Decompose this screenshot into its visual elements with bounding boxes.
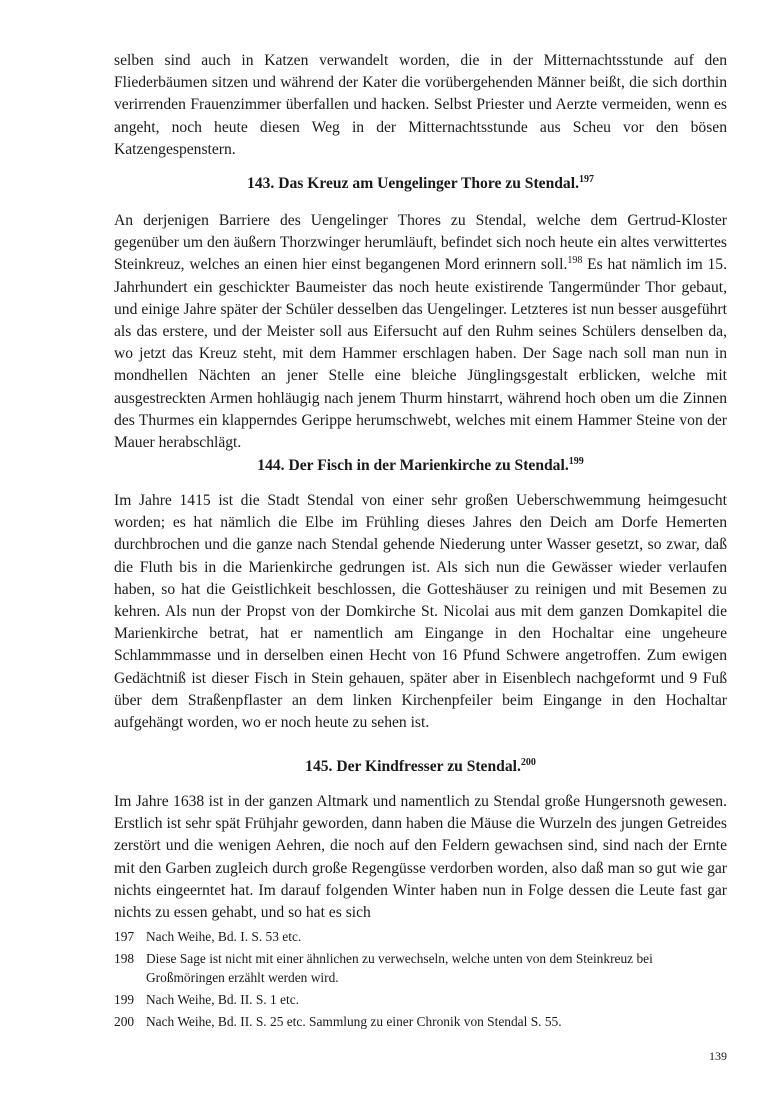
footnote-ref[interactable]: 198 xyxy=(567,255,583,267)
footnote-item xyxy=(114,990,727,1009)
section-text: Es hat nämlich im 15. Jahrhundert ein geschickter Baumeister das noch heute existirende Tangermünder Thor gebaut, und einige Jahre später der Schüler desselben das Uengelinger. Letzteres ist nun besser ausgeführt als das erstere, und der Meister soll aus Eifersucht auf den Ruhm seines Schülers denselben da, wo jetzt das Kreuz steht, mit dem Hammer erschlagen haben. Der Sage nach soll man nun in mondhellen Nächten an jener Stelle eine bleiche Jünglingsgestalt erblicken, welche mit ausgestreckten Armen hohläugig nach jenem Thurm hinstarrt, während hoch oben um die Zinnen des Thurmes ein klapperndes Gerippe herumschwebt, welches mit einem Hammer Steine von der Mauer herabschlägt. xyxy=(114,256,727,452)
footnote-text: Nach Weihe, Bd. II. S. 25 etc. Sammlung zu einer Chronik von Stendal S. 55. xyxy=(146,1014,562,1029)
footnotes xyxy=(114,927,727,1034)
footnote-item xyxy=(114,1012,727,1031)
section-text: An derjenigen Barriere des Uengelinger Thores zu Stendal, welche dem Gertrud-Kloster gegenüber um den äußern Thorzwinger herumläuft, befindet sich noch heute ein altes verwittertes Steinkreuz, welches an einen hier einst begangenen Mord erinnern soll. xyxy=(114,212,727,274)
section-heading-144 xyxy=(114,455,727,477)
section-title: 144. Der Fisch in der Marienkirche zu Stendal. xyxy=(257,457,569,474)
footnote-ref[interactable]: 197 xyxy=(578,173,594,185)
footnote-number: 199 xyxy=(114,992,135,1007)
section-heading-143 xyxy=(114,173,727,195)
footnote-text: Nach Weihe, Bd. II. S. 1 etc. xyxy=(146,992,299,1007)
footnote-ref[interactable]: 199 xyxy=(568,455,584,467)
section-title: 143. Das Kreuz am Uengelinger Thore zu Stendal. xyxy=(247,175,579,192)
footnote-number: 200 xyxy=(114,1014,135,1029)
footnote-text: Diese Sage ist nicht mit einer ähnlichen zu verwechseln, welche unten von dem Steinkreuz bei Großmöringen erzählt werden wird. xyxy=(146,951,653,985)
footnote-number: 197 xyxy=(114,929,135,944)
section-body-143 xyxy=(114,210,727,454)
footnote-text: Nach Weihe, Bd. I. S. 53 etc. xyxy=(146,929,302,944)
footnote-item xyxy=(114,949,727,987)
footnote-number: 198 xyxy=(114,951,135,966)
section-body-144: Im Jahre 1415 ist die Stadt Stendal von einer sehr großen Ueberschwemmung heimgesucht worden; es hat nämlich die Elbe im Frühling dieses Jahres den Deich am Dorfe Hemerten durchbrochen und die ganze nach Stendal gehende Niederung unter Wasser gesetzt, so zwar, daß die Fluth bis in die Marienkirche gedrungen ist. Als sich nun die Gewässer wieder verlaufen haben, so hat die Geistlichkeit beschlossen, die Gotteshäuser zu reinigen und mit Besemen zu kehren. Als nun der Propst von der Domkirche St. Nicolai aus mit dem ganzen Domkapitel die Marienkirche betrat, hat er namentlich am Eingange in den Hochaltar eine ungeheure Schlammmasse und in derselben einen Hecht von 16 Pfund Schwere angetroffen. Zum ewigen Gedächtniß ist dieser Fisch in Stein gehauen, später aber in Eisenblech nachgeformt und 9 Fuß über dem Straßenpflaster an dem linken Kirchenpfeiler beim Eingange in den Hochaltar aufgehängt worden, wo er noch heute zu sehen ist. xyxy=(114,492,727,732)
page-number: 139 xyxy=(709,1049,727,1063)
footnote-ref[interactable]: 200 xyxy=(520,756,536,768)
section-body-145: Im Jahre 1638 ist in der ganzen Altmark und namentlich zu Stendal große Hungersnoth gewesen. Erstlich ist sehr spät Frühjahr geworden, dann haben die Mäuse die Wurzeln des jungen Getreides zerstört und die wenigen Aehren, die noch auf den Feldern gewachsen sind, sind nach der Ernte mit den Garben zugleich durch große Regengüsse verdorben worden, also daß man so gut wie gar nichts eingeerntet hat. Im darauf folgenden Winter haben nun in Folge dessen die Leute fast gar nichts zu essen gehabt, und so hat es sich xyxy=(114,793,727,922)
intro-paragraph: selben sind auch in Katzen verwandelt worden, die in der Mitternachtsstunde auf den Fliederbäumen sitzen und während der Kater die vorübergehenden Männer beißt, die sich dorthin verirrenden Frauenzimmer überfallen und hacken. Selbst Priester und Aerzte vermeiden, wenn es angeht, noch heute diesen Weg in der Mitternachtsstunde aus Scheu vor den bösen Katzengespenstern. xyxy=(114,52,727,158)
footnote-item xyxy=(114,927,727,946)
section-title: 145. Der Kindfresser zu Stendal. xyxy=(305,758,521,775)
section-heading-145 xyxy=(114,756,727,778)
